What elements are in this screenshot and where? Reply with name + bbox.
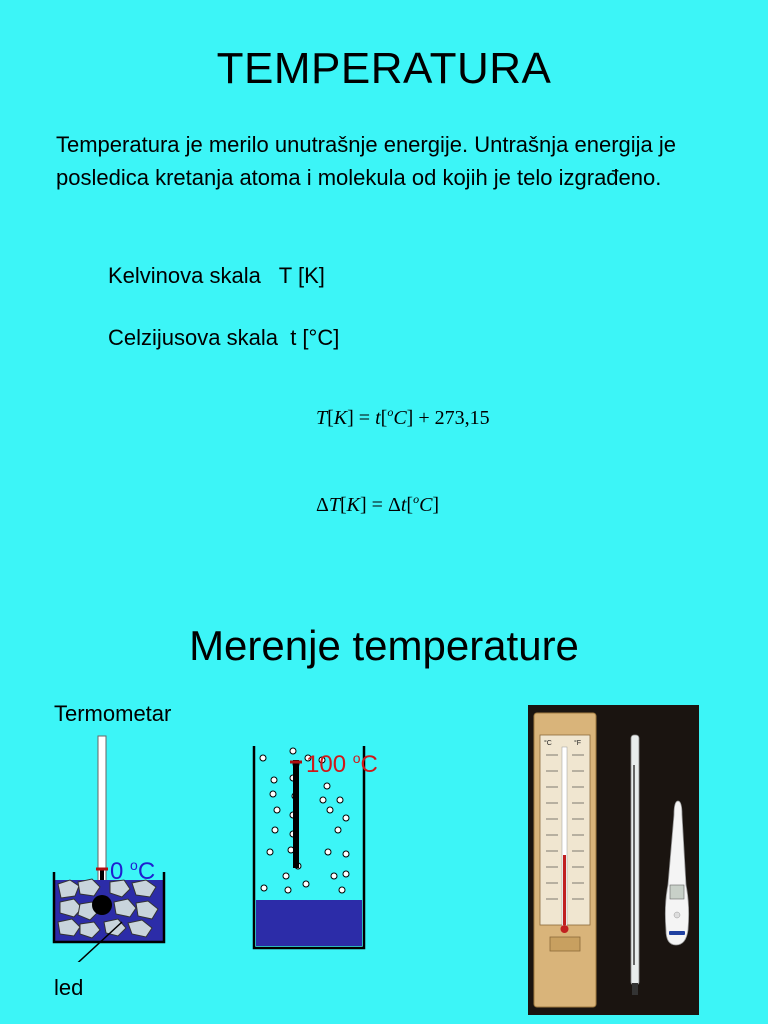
- thermometer-label: Termometar: [54, 701, 172, 726]
- thermometers-photo: [528, 705, 699, 1015]
- hundred-degree-label: 100 $^o$C: [306, 750, 378, 778]
- page-title: TEMPERATURA: [216, 44, 552, 93]
- photo-celsius-unit: °C: [544, 740, 552, 747]
- ice-beaker-illustration: [50, 732, 170, 962]
- difference-formula: ΔT[K] = Δt[$^o$C]: [316, 492, 440, 516]
- conversion-formula: T[K] = t[$^o$C] + 273,15: [316, 405, 490, 429]
- section-heading: Merenje temperature: [189, 622, 579, 669]
- intro-paragraph: Temperatura je merilo unutrašnje energije. Untrašnja energija je posledica kretanja atoma i molekula od kojih je telo izgrađeno.: [56, 132, 676, 190]
- photo-fahrenheit-unit: °F: [574, 740, 582, 747]
- celsius-scale-line: Celzijusova skala t [°C]: [108, 325, 340, 350]
- zero-degree-label: 0 $^o$C: [110, 857, 156, 885]
- ice-label: led: [54, 975, 84, 1000]
- kelvin-scale-line: Kelvinova skala T [K]: [108, 263, 325, 288]
